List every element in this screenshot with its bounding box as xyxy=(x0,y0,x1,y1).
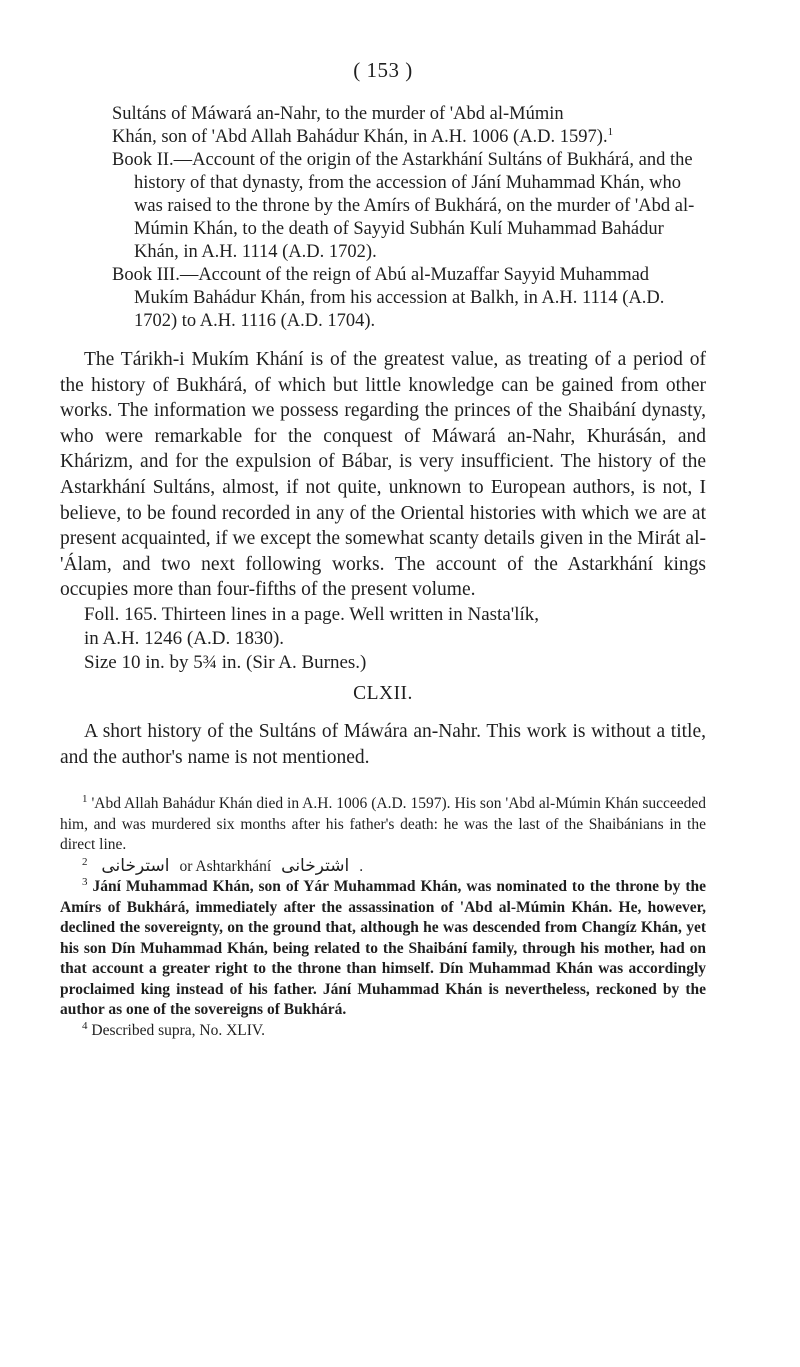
page-number: ( 153 ) xyxy=(353,58,413,82)
meta-line3: Size 10 in. by 5¾ in. (Sir A. Burnes.) xyxy=(84,651,367,673)
footnote-mark-1: 1 xyxy=(82,792,88,805)
footnote-3 xyxy=(60,877,706,1021)
book1-line2-text: Khán, son of 'Abd Allah Bahádur Khán, in A.H. 1006 (A.D. 1597). xyxy=(112,127,608,147)
footnotes xyxy=(60,794,706,1041)
second-paragraph: A short history of the Sultáns of Máwára an-Nahr. This work is without a title, and the author's name is not mentioned. xyxy=(60,720,706,768)
footnote-mark-3: 3 xyxy=(82,875,88,888)
footnote-4 xyxy=(60,1021,706,1042)
footnote-ref-1: 1 xyxy=(607,125,614,138)
main-paragraph: The Tárikh-i Mukím Khání is of the greatest value, as treating of a period of the history of Bukhárá, of which but little knowledge can be gained from other works. The information we possess regarding the princes of the Shaibání dynasty, who were remarkable for the conquest of Máwará an-Nahr, Khurásán, and Khárizm, and for the expulsion of Bábar, is very insufficient. The history of the Astarkhání Sultáns, almost, if not quite, unknown to European authors, is not, I believe, to be found recorded in any of the Oriental histories with which we are at present acquainted, if we except the somewhat scanty details given in the Mirát al-'Álam, and two next following works. The account of the Astarkhání kings occupies more than four-fifths of the present volume. xyxy=(60,349,706,601)
manuscript-meta xyxy=(84,603,706,675)
footnote-mark-2: 2 xyxy=(82,855,88,868)
book3: Book III.—Account of the reign of Abú al-Muzaffar Sayyid Muhammad Mukím Bahádur Khán, from his accession at Balkh, in A.H. 1114 (A.D. 1702) to A.H. 1116 (A.D. 1704). xyxy=(112,265,665,331)
meta-line2: in A.H. 1246 (A.D. 1830). xyxy=(84,627,285,649)
entry-heading: CLXII. xyxy=(353,682,413,704)
footnote-4-text: Described supra, No. XLIV. xyxy=(91,1021,265,1039)
arabic-ashtarkhani: اشترخانی xyxy=(281,855,350,876)
footnote-1-text: 'Abd Allah Bahádur Khán died in A.H. 1006 (A.D. 1597). His son 'Abd al-Múmin Khán succeeded him, and was murdered six months after his father's death: he was the last of the Shaibánians in the direct line. xyxy=(60,795,706,854)
book2: Book II.—Account of the origin of the Astarkhání Sultáns of Bukhárá, and the history of that dynasty, from the accession of Jání Muhammad Khán, who was raised to the throne by the Amírs of Bukhárá, on the murder of 'Abd al-Múmin Khán, to the death of Sayyid Subhán Kulí Muhammad Bahádur Khán, in A.H. 1114 (A.D. 1702). xyxy=(112,150,695,262)
book-list xyxy=(112,103,706,333)
footnote-1 xyxy=(60,794,706,856)
footnote-3-text: Jání Muhammad Khán, son of Yár Muhammad Khán, was nominated to the throne by the Amírs of Bukhárá, immediately after the assassination of 'Abd al-Múmin Khán. He, however, declined the sovereignty, on the ground that, although he was descended from Changíz Khán, yet his son Dín Muhammad Khán, being related to the Shaibání family, through his mother, had on that account a greater right to the throne than himself. Dín Muhammad Khán was accordingly proclaimed king instead of his father. Jání Muhammad Khán is nevertheless, reckoned by the author as one of the sovereigns of Bukhárá. xyxy=(60,878,707,1019)
footnote-2-or: or Ashtarkhání xyxy=(179,857,272,875)
arabic-astarkhani: استرخانی xyxy=(101,855,170,876)
footnote-2: $^2$ استرخانی or Ashtarkhání اشترخانی . xyxy=(82,855,364,876)
book1-line2 xyxy=(112,126,706,149)
footnote-mark-4: 4 xyxy=(82,1019,88,1032)
meta-line1: Foll. 165. Thirteen lines in a page. Well written in Nasta'lík, xyxy=(84,603,539,625)
book1-line1: Sultáns of Máwará an-Nahr, to the murder of 'Abd al-Múmin xyxy=(112,104,564,124)
